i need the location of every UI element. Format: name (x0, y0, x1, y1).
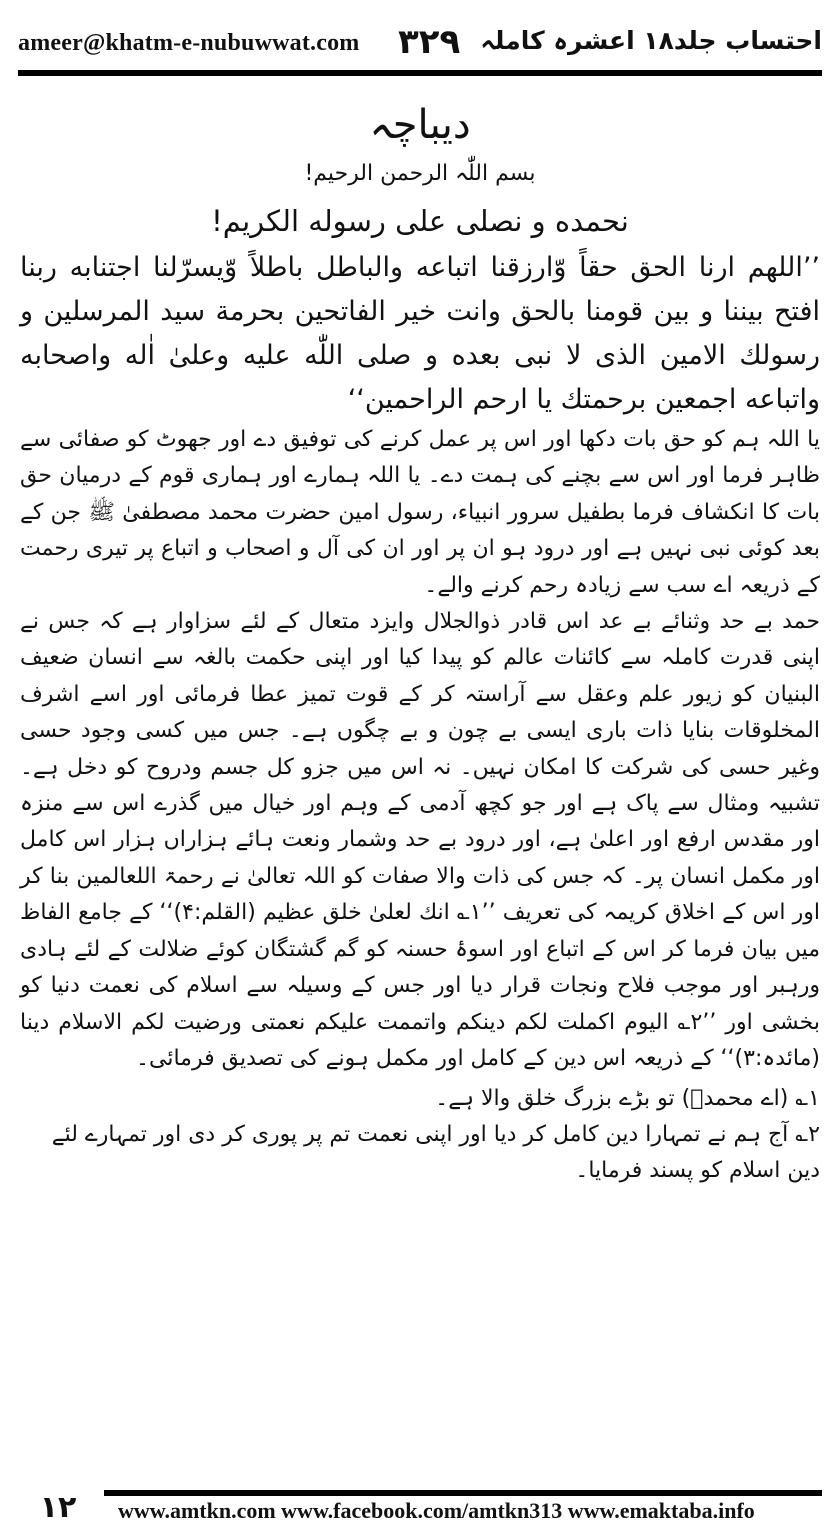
hamd-line: نحمده و نصلی علی رسوله الکریم! (211, 204, 629, 238)
footnote-1: ۱؎ (اے محمدؐ) تو بڑے بزرگ خلق والا ہے۔ (435, 1086, 820, 1112)
urdu-paragraph-translation: یا اللہ ہم کو حق بات دکھا اور اس پر عمل کرنے کی توفیق دے اور جھوٹ کو صفائی سے ظاہر فرما اور اس سے بچنے کی ہمت دے۔ یا اللہ ہمارے اور ہماری قوم کے درمیان حق بات کا انکشاف فرما بطفیل سرور انبیاء، رسول امین حضرت محمد مصطفیٰ ﷺ جن کے بعد کوئی نبی نہیں ہے اور درود ہو ان پر اور ان کی آل و اصحاب و اتباع پر تیری رحمت کے ذریعہ اے سب سے زیادہ رحم کرنے والے۔ (20, 427, 820, 598)
header-email: ameer@khatm-e-nubuwwat.com (18, 30, 360, 56)
page-footer (18, 1488, 822, 1532)
section-title: دیباچہ (369, 102, 471, 148)
footer-page-number: ۱۲ (39, 1490, 77, 1525)
page-content (20, 98, 820, 1189)
header-page-number: ۳۲۹ (398, 22, 461, 62)
urdu-paragraph-hamd: حمد بے حد وثنائے بے عد اس قادر ذوالجلال وایزد متعال کے لئے سزاوار ہے کہ جس نے اپنی قدرت کاملہ سے کائنات عالم کو پیدا کیا اور اپنی حکمت بالغہ سے انسان ضعیف البنیان کو زیور علم وعقل سے آراستہ کر کے قوت تمیز عطا فرمائی اور اسے اشرف المخلوقات بنایا ذات باری ایسی بے چون و بے چگوں ہے۔ جس میں کسی وجود حسی وغیر حسی کی شرکت کا امکان نہیں۔ نہ اس میں جزو کل جسم ودروح کو دخل ہے۔ تشبیہ ومثال سے پاک ہے اور جو کچھ آدمی کے وہم اور خیال میں گذرے اس سے منزہ اور مقدس ارفع اور اعلیٰ ہے، اور درود بے حد وشمار ونعت ہائے ہزاراں ہزار اس کامل اور مکمل انسان پر۔ کہ جس کی ذات والا صفات کو اللہ تعالیٰ نے رحمۃ اللعالمین بنا کر اور اس کے اخلاق کریمہ کی تعریف ’’۱؎ انك لعلیٰ خلق عظیم (القلم:۴)‘‘ کے جامع الفاظ میں بیان فرما کر اس کے اتباع اور اسوۂ حسنہ کو گم گشتگان کوئے ضلالت کے لئے ہادی ورہبر اور موجب فلاح ونجات قرار دیا اور جس کے وسیلہ سے اسلام کی نعمت دنیا کو بخشی اور ’’۲؎ الیوم اکملت لکم دینکم واتممت علیکم نعمتی ورضیت لکم الاسلام دینا (مائدہ:۳)‘‘ کے ذریعہ اس دین کے کامل اور مکمل ہونے کی تصدیق فرمائی۔ (20, 609, 821, 1071)
bismillah-line: بسم اللّٰہ الرحمن الرحیم! (304, 161, 536, 186)
urdu-body (20, 422, 820, 1077)
header-rule (18, 70, 822, 76)
footnotes (20, 1081, 820, 1189)
arabic-prayer: ’’اللهم ارنا الحق حقاً وّارزقنا اتباعه والباطل باطلاً وّیسرّلنا اجتنابه ربنا افتح بیننا و بین قومنا بالحق وانت خیر الفاتحین بحرمة سید المرسلین و رسولك الامین الذی لا نبی بعده و صلی اللّٰه علیه وعلیٰ اٰله واصحابه واتباعه اجمعین برحمتك یا ارحم الراحمین‘‘ (20, 252, 820, 415)
page-header (18, 18, 822, 66)
header-book-title: احتساب جلد۱۸ اعشرہ کاملہ (480, 26, 822, 55)
footnote-2: ۲؎ آج ہم نے تمہارا دین کامل کر دیا اور اپنی نعمت تم پر پوری کر دی اور تمہارے لئے دین اسلام کو پسند فرمایا۔ (51, 1122, 820, 1184)
footer-links: www.amtkn.com www.facebook.com/amtkn313 www.emaktaba.info (118, 1498, 755, 1523)
